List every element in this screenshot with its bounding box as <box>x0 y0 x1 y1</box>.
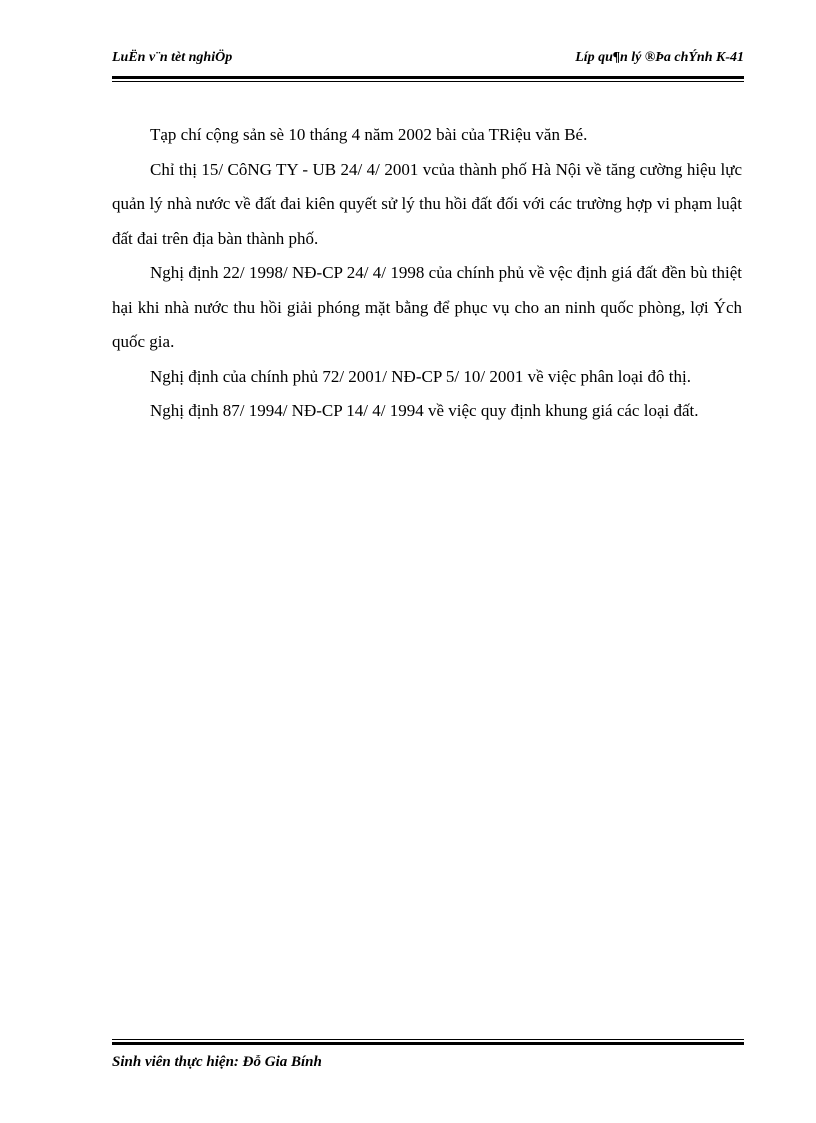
header-class-label: Líp qu¶n lý ®Þa chÝnh K-41 <box>575 50 744 65</box>
paragraph-5: Nghị định 87/ 1994/ NĐ-CP 14/ 4/ 1994 về việc quy định khung giá các loại đất. <box>150 401 699 420</box>
paragraph-4: Nghị định của chính phủ 72/ 2001/ NĐ-CP 5/ 10/ 2001 về việc phân loại đô thị. <box>150 366 691 386</box>
header-thesis-label: LuËn v¨n tèt nghiÖp <box>112 50 233 65</box>
paragraph-2: Chỉ thị 15/ CôNG TY - UB 24/ 4/ 2001 vcủa thành phố Hà Nội về tăng cường hiệu lực quản lý nhà nước về đất đai kiên quyết sử lý thu hồi đất đối với các trường hợp vi phạm luật đất đai trên địa bàn thành phố. <box>112 159 742 248</box>
footer-rule-thick <box>112 1042 744 1045</box>
page-header <box>112 50 744 72</box>
page-footer: Sinh viên thực hiện: Đỗ Gia Bính <box>112 1054 322 1070</box>
paragraph-3: Nghị định 22/ 1998/ NĐ-CP 24/ 4/ 1998 của chính phủ về vệc định giá đất đền bù thiệt hại khi nhà nước thu hồi giải phóng mặt bằng để phục vụ cho an ninh quốc phòng, lợi Ých quốc gia. <box>112 263 742 351</box>
paragraph-1: Tạp chí cộng sản sè 10 tháng 4 năm 2002 bài của TRiệu văn Bé. <box>150 125 588 144</box>
footer-rule-thin <box>112 1039 744 1040</box>
header-rule-thin <box>112 81 744 82</box>
header-rule-thick <box>112 76 744 79</box>
document-body <box>112 118 742 429</box>
